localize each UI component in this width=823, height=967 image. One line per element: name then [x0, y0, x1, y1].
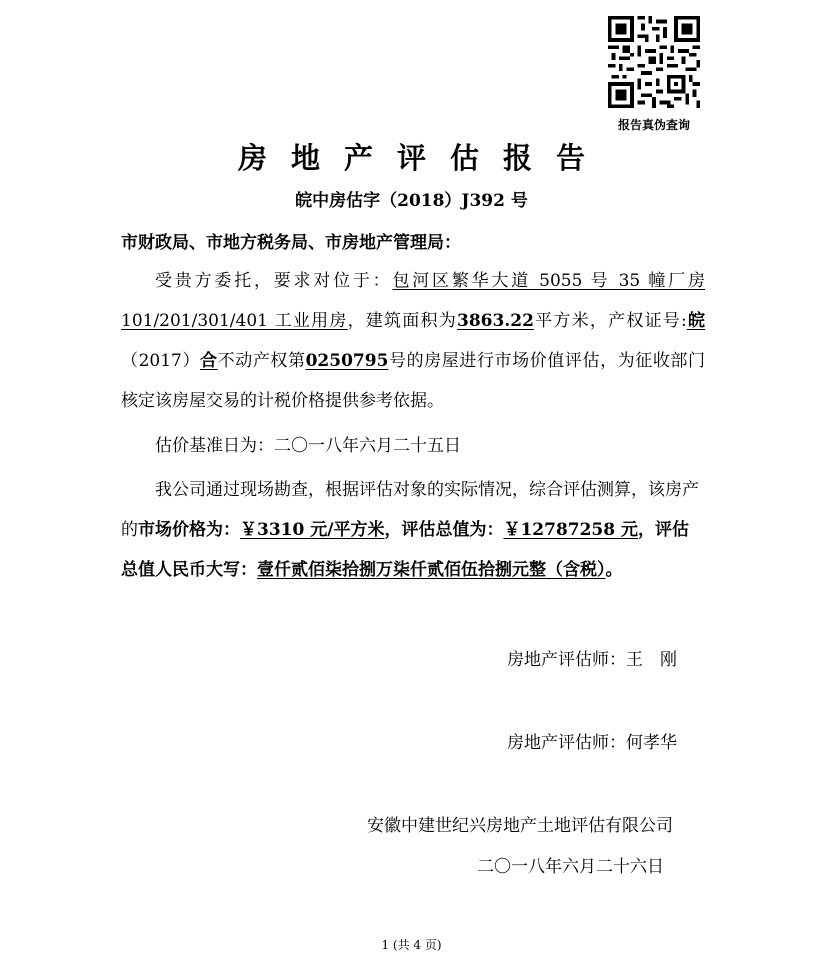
qr-caption: 报告真伪查询: [617, 118, 690, 132]
period: 。: [605, 560, 623, 580]
valuation-date-paragraph: 估价基准日为：二〇一八年六月二十五日: [155, 436, 461, 456]
appraiser-2: 房地产评估师：何孝华: [507, 733, 677, 753]
report-date: 二〇一八年六月二十六日: [477, 857, 664, 877]
total-value-label: 评估总值为：: [401, 520, 504, 540]
text: 受贵方委托，要求对位于：: [155, 271, 393, 291]
separator: ，: [638, 520, 656, 540]
commission-paragraph: [121, 261, 705, 421]
company-name: 安徽中建世纪兴房地产土地评估有限公司: [367, 816, 673, 836]
property-address: 包河区繁华大道 5055 号 35 幢厂房 101/201/301/401 工业用房: [121, 271, 706, 331]
text: ，建筑面积为: [347, 311, 458, 331]
report-number: 皖中房估字（2018）J392 号: [295, 191, 528, 211]
conclusion-paragraph: [121, 470, 705, 590]
cert-year: （2017）: [121, 351, 201, 371]
text: 我公司通过现场勘查，根据评估对象的实际情况，综合评估测算，该房产的: [121, 480, 699, 540]
cert-number: 0250795: [305, 351, 389, 371]
total-uppercase-label: 评估总值人民币大写：: [121, 520, 690, 580]
separator: ，: [384, 520, 402, 540]
report-title: 房地产评估报告: [237, 141, 609, 175]
total-uppercase-value: 壹仟贰佰柒拾捌万柒仟贰佰伍拾捌元整（含税）: [257, 560, 606, 580]
cert-prefix: 皖: [686, 311, 706, 331]
total-value: ￥12787258 元: [503, 520, 639, 540]
building-area: 3863.22: [457, 311, 534, 331]
qr-code[interactable]: [608, 16, 700, 108]
cert-city: 合: [200, 351, 218, 371]
text: 不动产权第: [217, 351, 306, 371]
appraiser-1: 房地产评估师：王 刚: [507, 650, 677, 670]
market-price-value: ￥3310 元/平方米: [240, 520, 385, 540]
market-price-label: 市场价格为：: [138, 520, 240, 540]
page-footer: 1 (共 4 页): [381, 938, 442, 952]
addressee: 市财政局、市地方税务局、市房地产管理局：: [121, 233, 461, 253]
text: 平方米，产权证号:: [533, 311, 687, 331]
text: 号的房屋进行市场价值评估，为征收部门核定该房屋交易的计税价格提供参考依据。: [121, 351, 706, 411]
